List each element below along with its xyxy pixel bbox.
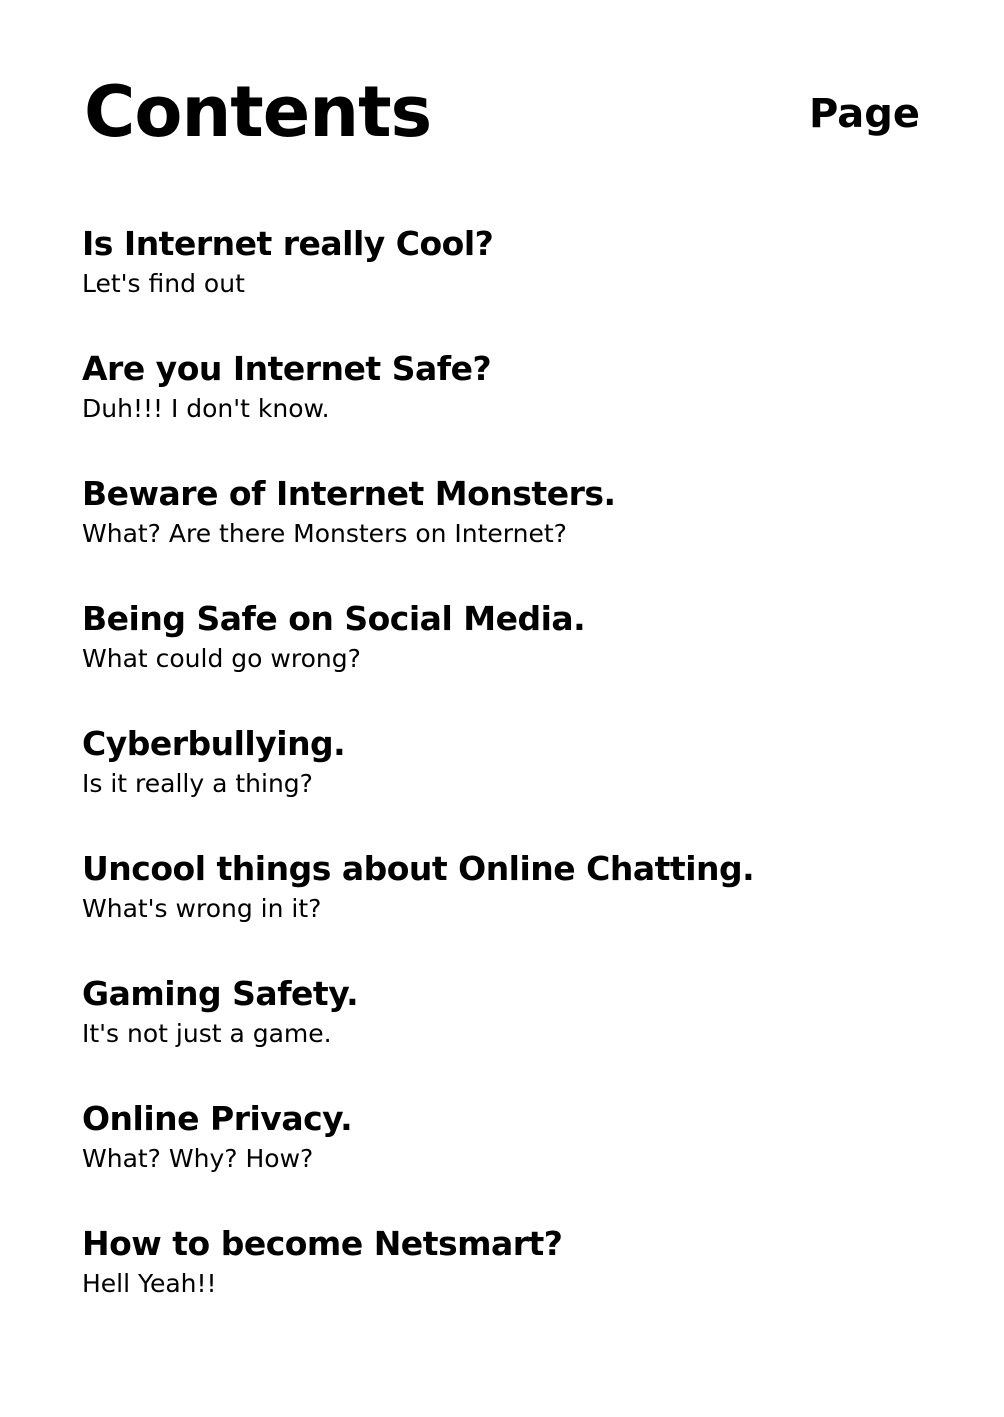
toc-entry-subtitle: What's wrong in it? (82, 894, 322, 923)
toc-entry (82, 472, 922, 597)
table-of-contents (82, 222, 922, 1347)
toc-entry-title: Are you Internet Safe? (82, 349, 492, 388)
toc-entry (82, 1097, 922, 1222)
toc-entry-subtitle: Hell Yeah!! (82, 1269, 217, 1298)
toc-entry-title: Online Privacy. (82, 1099, 353, 1138)
toc-entry-title: How to become Netsmart? (82, 1224, 563, 1263)
toc-entry-title: Beware of Internet Monsters. (82, 474, 616, 513)
toc-entry (82, 1222, 922, 1347)
toc-entry-title: Being Safe on Social Media. (82, 599, 586, 638)
page-title: Contents (84, 71, 432, 153)
toc-entry-subtitle: What could go wrong? (82, 644, 361, 673)
toc-entry (82, 222, 922, 347)
toc-entry (82, 972, 922, 1097)
toc-entry (82, 597, 922, 722)
toc-entry-title: Uncool things about Online Chatting. (82, 849, 755, 888)
page-column-label: Page (809, 91, 920, 137)
toc-entry (82, 847, 922, 972)
toc-entry-title: Cyberbullying. (82, 724, 346, 763)
toc-entry-subtitle: What? Are there Monsters on Internet? (82, 519, 567, 548)
toc-entry (82, 347, 922, 472)
toc-entry-subtitle: Let's find out (82, 269, 245, 298)
toc-entry-title: Is Internet really Cool? (82, 224, 494, 263)
toc-entry-subtitle: What? Why? How? (82, 1144, 314, 1173)
toc-entry-subtitle: It's not just a game. (82, 1019, 332, 1048)
toc-entry-subtitle: Is it really a thing? (82, 769, 313, 798)
toc-entry (82, 722, 922, 847)
toc-entry-title: Gaming Safety. (82, 974, 359, 1013)
page-header (84, 70, 920, 160)
toc-entry-subtitle: Duh!!! I don't know. (82, 394, 330, 423)
